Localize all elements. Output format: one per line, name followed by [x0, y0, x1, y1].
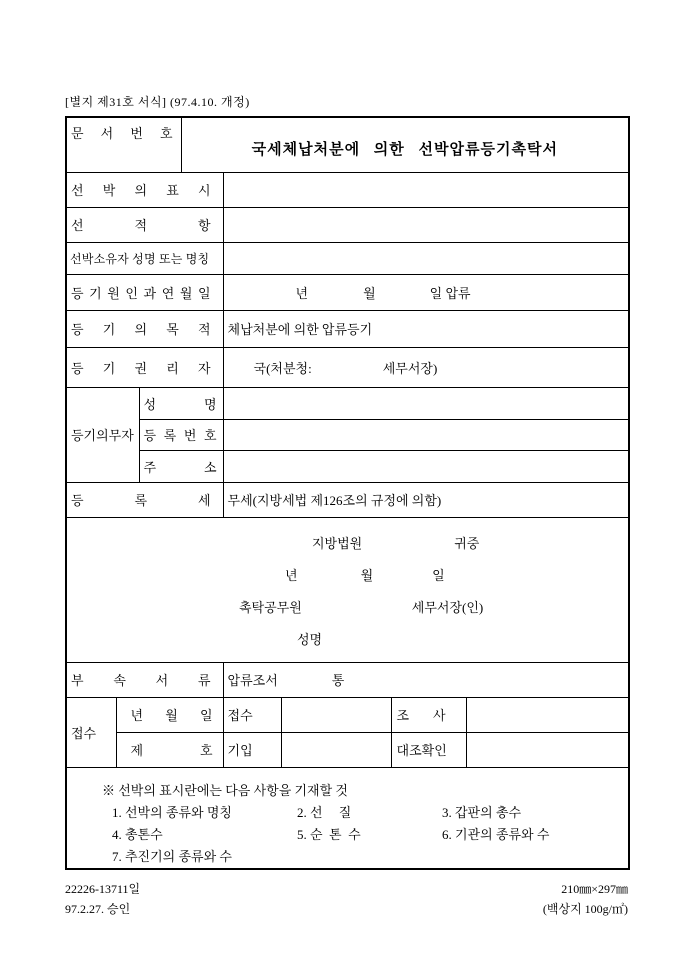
name-line: [67, 624, 628, 656]
to-whom-label: 귀중: [454, 535, 480, 551]
note-item: 2. 선 질: [297, 804, 352, 820]
registration-cause-date-value-cell: [223, 274, 629, 310]
ship-display-label: 선 박 의 표 시: [66, 172, 223, 207]
note-item: 5. 순 톤 수: [297, 826, 361, 842]
copies-counter-label: 통: [331, 673, 345, 688]
footer-right: [543, 879, 628, 919]
year-label: 년: [285, 567, 298, 583]
paper-spec: (백상지 100g/㎡): [542, 901, 628, 916]
obligor-name-value-cell: [223, 387, 629, 419]
note-item: 6. 기관의 종류와 수: [442, 826, 550, 842]
name-label: 성명: [297, 631, 323, 647]
form-title: 국세체납처분에 의한 선박압류등기촉탁서: [181, 117, 629, 172]
district-court-label: 지방법원: [312, 535, 363, 551]
registration-purpose-value: 체납처분에 의한 압류등기: [223, 310, 629, 347]
ship-seizure-registration-form-table: [65, 116, 630, 870]
court-line: [67, 528, 628, 560]
obligor-name-label: 성 명: [139, 387, 223, 419]
registration-obligee-label: 등 기 권 리 자: [66, 347, 223, 387]
obligor-address-label: 주 소: [139, 450, 223, 482]
inspection-value-cell: [466, 697, 629, 732]
note-item: [442, 846, 628, 868]
note-item: 3. 갑판의 총수: [442, 804, 522, 820]
month-label: 월: [360, 567, 374, 583]
registration-obligor-label: 등기의무자: [66, 387, 139, 482]
entry-label: 기입: [223, 732, 281, 767]
note-item: 1. 선박의 종류와 명칭: [112, 804, 232, 820]
date-line: [67, 560, 628, 592]
registration-tax-value: 무세(지방세법 제126조의 규정에 의함): [223, 482, 629, 517]
receipt-stamp-value-cell: [281, 697, 391, 732]
commissioning-official-label: 촉탁공무원: [239, 599, 302, 615]
note-item: [297, 846, 442, 868]
registration-obligee-value-cell: [223, 347, 629, 387]
tax-office-head-seal-label: 세무서장(인): [411, 599, 484, 615]
entry-value-cell: [281, 732, 391, 767]
official-line: [67, 592, 628, 624]
footer-left: [65, 879, 140, 919]
form-footer: [65, 879, 628, 919]
form-code: 22226-13711일: [65, 881, 141, 896]
notes-row: [112, 846, 628, 868]
attachments-value-cell: [223, 662, 629, 697]
month-label: 월: [363, 285, 376, 301]
registry-port-label: 선 적 항: [66, 207, 223, 242]
receipt-label: 접수: [66, 697, 116, 767]
inspection-label: 조 사: [391, 697, 466, 732]
ship-display-value-cell: [223, 172, 629, 207]
state-disposal-agency-label: 국(처분청:: [253, 360, 312, 376]
cross-check-value-cell: [466, 732, 629, 767]
registration-tax-label: 등 록 세: [66, 482, 223, 517]
year-label: 년: [295, 285, 309, 301]
obligor-address-value-cell: [223, 450, 629, 482]
approval-date: 97.2.27. 승인: [65, 901, 131, 916]
registry-port-value-cell: [223, 207, 629, 242]
obligor-registration-number-label: 등 록 번 호: [139, 419, 223, 450]
doc-number-label: 문 서 번 호: [66, 117, 181, 172]
form-revision-note: [별지 제31호 서식] (97.4.10. 개정): [65, 95, 250, 109]
owner-name-label: 선박소유자 성명 또는 명칭: [66, 242, 223, 274]
notes-block: [66, 767, 629, 869]
obligor-registration-number-value-cell: [223, 419, 629, 450]
cross-check-label: 대조확인: [391, 732, 466, 767]
notes-heading: ※ 선박의 표시란에는 다음 사항을 기재할 것: [102, 782, 348, 798]
note-item: 4. 총톤수: [112, 826, 163, 842]
receipt-number-label: 제 호: [116, 732, 223, 767]
notes-row: [112, 824, 628, 846]
day-seizure-label: 일 압류: [429, 285, 471, 301]
owner-name-value-cell: [223, 242, 629, 274]
paper-size: 210㎜×297㎜: [561, 881, 628, 896]
seizure-record-label: 압류조서: [227, 673, 278, 688]
note-item: 7. 추진기의 종류와 수: [112, 848, 232, 864]
tax-office-head-label: 세무서장): [382, 360, 438, 376]
notes-row: [112, 802, 628, 824]
registration-cause-date-label: 등 기 원 인 과 연 월 일: [66, 274, 223, 310]
attachments-label: 부 속 서 류: [66, 662, 223, 697]
court-submission-block: [66, 517, 629, 662]
receipt-stamp-label: 접수: [223, 697, 281, 732]
registration-purpose-label: 등 기 의 목 적: [66, 310, 223, 347]
day-label: 일: [432, 567, 445, 583]
receipt-date-label: 년 월 일: [116, 697, 223, 732]
